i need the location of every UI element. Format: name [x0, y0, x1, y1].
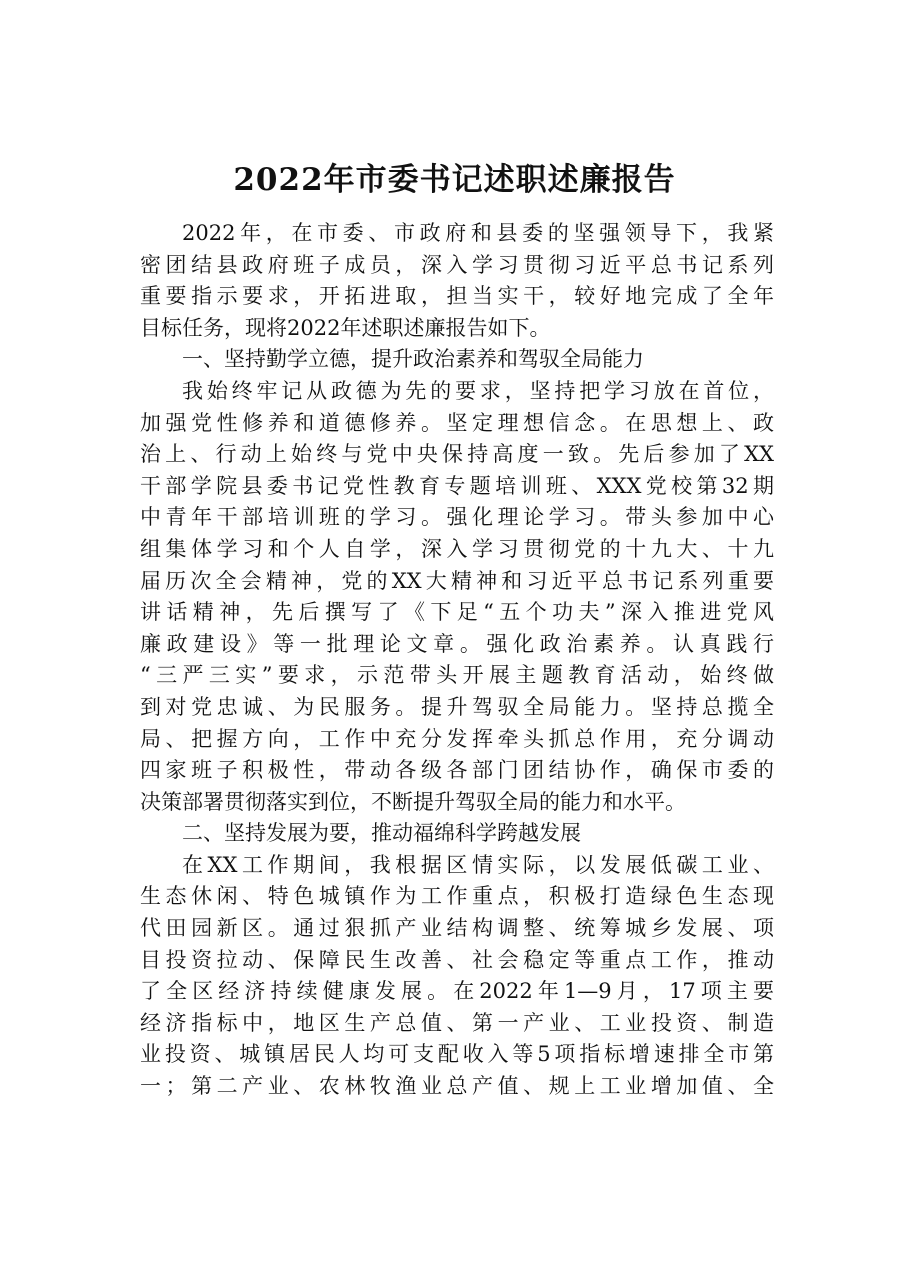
body-line: 治上、行动上始终与党中央保持高度一致。先后参加了XX	[140, 442, 774, 467]
body-line: 密团结县政府班子成员，深入学习贯彻习近平总书记系列	[140, 252, 774, 277]
body-line: 局、把握方向，工作中充分发挥牵头抓总作用，充分调动	[140, 726, 774, 751]
body-line: 决策部署贯彻落实到位，不断提升驾驭全局的能力和水平。	[140, 789, 686, 814]
body-line: 二、坚持发展为要，推动福绵科学跨越发展	[182, 821, 581, 846]
body-line: 目投资拉动、保障民生改善、社会稳定等重点工作，推动	[140, 947, 774, 972]
body-line: “三严三实”要求，示范带头开展主题教育活动，始终做	[140, 663, 774, 688]
body-line: 2022年，在市委、市政府和县委的坚强领导下，我紧	[182, 221, 774, 245]
body-line: 经济指标中，地区生产总值、第一产业、工业投资、制造	[140, 1010, 774, 1035]
body-line: 加强党性修养和道德修养。坚定理想信念。在思想上、政	[140, 410, 774, 435]
body-line: 四家班子积极性，带动各级各部门团结协作，确保市委的	[140, 758, 774, 783]
body-line: 届历次全会精神，党的XX大精神和习近平总书记系列重要	[140, 568, 774, 593]
body-line: 业投资、城镇居民人均可支配收入等5项指标增速排全市第	[140, 1042, 774, 1067]
body-line: 我始终牢记从政德为先的要求，坚持把学习放在首位，	[182, 378, 774, 403]
body-line: 中青年干部培训班的学习。强化理论学习。带头参加中心	[140, 505, 774, 530]
document-title: 2022年市委书记述职述廉报告	[233, 162, 676, 198]
body-line: 讲话精神，先后撰写了《下足“五个功夫”深入推进党风	[140, 600, 774, 625]
body-line: 廉政建设》等一批理论文章。强化政治素养。认真践行	[140, 631, 774, 656]
body-line: 在XX工作期间，我根据区情实际，以发展低碳工业、	[182, 852, 774, 877]
body-line: 到对党忠诚、为民服务。提升驾驭全局能力。坚持总揽全	[140, 694, 774, 719]
body-line: 了全区经济持续健康发展。在2022年1—9月，17项主要	[140, 979, 774, 1004]
body-line: 组集体学习和个人自学，深入学习贯彻党的十九大、十九	[140, 536, 774, 561]
body-line: 一、坚持勤学立德，提升政治素养和驾驭全局能力	[182, 347, 644, 372]
body-line: 重要指示要求，开拓进取，担当实干，较好地完成了全年	[140, 284, 774, 309]
body-line: 干部学院县委书记党性教育专题培训班、XXX党校第32期	[140, 473, 774, 498]
body-line: 代田园新区。通过狠抓产业结构调整、统筹城乡发展、项	[140, 916, 774, 941]
body-line: 一；第二产业、农林牧渔业总产值、规上工业增加值、全	[140, 1074, 774, 1099]
body-line: 生态休闲、特色城镇作为工作重点，积极打造绿色生态现	[140, 884, 774, 909]
document-body	[140, 218, 774, 1103]
body-line: 目标任务，现将2022年述职述廉报告如下。	[140, 315, 551, 340]
